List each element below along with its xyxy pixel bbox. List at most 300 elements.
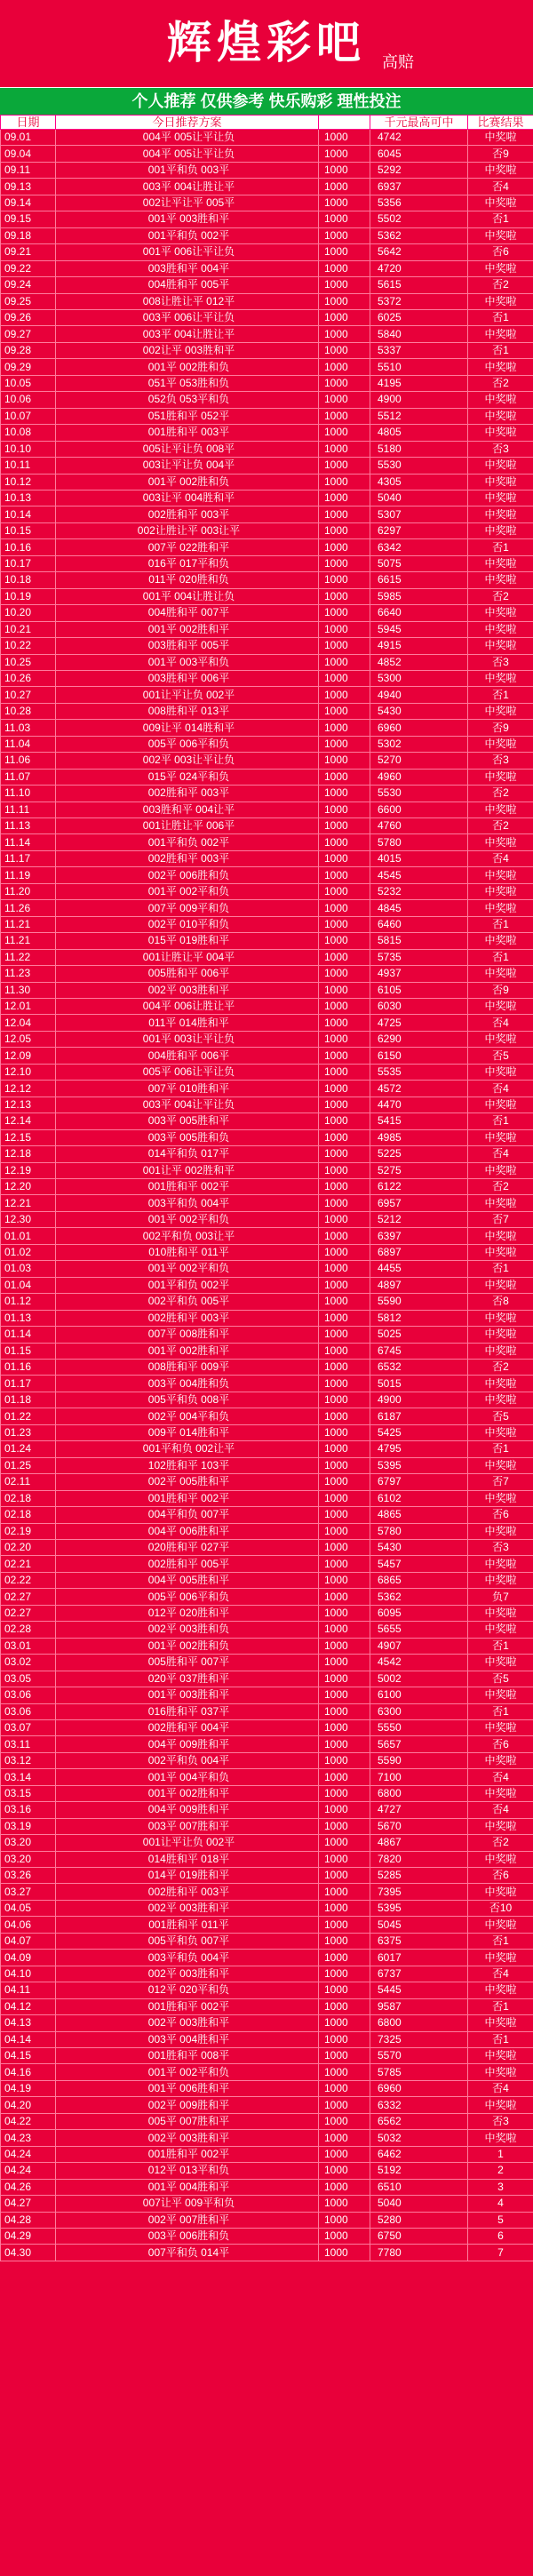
- row-date: 02.22: [1, 1572, 56, 1588]
- row-stake: 1000: [319, 1277, 370, 1293]
- table-row: [1, 654, 533, 670]
- table-row: [1, 1966, 533, 1982]
- row-max-win: 4760: [370, 818, 468, 834]
- row-plan: 004平 005胜和平: [56, 1572, 319, 1588]
- row-stake: 1000: [319, 572, 370, 588]
- table-row: [1, 539, 533, 555]
- row-date: 11.22: [1, 949, 56, 965]
- row-date: 03.19: [1, 1818, 56, 1834]
- row-stake: 1000: [319, 1638, 370, 1654]
- row-max-win: 6897: [370, 1244, 468, 1260]
- row-plan: 005让平让负 008平: [56, 441, 319, 457]
- row-result: 中奖啦: [468, 260, 533, 276]
- row-plan: 002胜和平 003平: [56, 1884, 319, 1900]
- row-result: 中奖啦: [468, 359, 533, 375]
- row-plan: 052负 053平和负: [56, 392, 319, 408]
- row-plan: 007平 022胜和平: [56, 539, 319, 555]
- row-max-win: 6640: [370, 605, 468, 621]
- row-date: 03.16: [1, 1802, 56, 1818]
- row-max-win: 6562: [370, 2113, 468, 2129]
- table-row: [1, 1179, 533, 1195]
- table-row: [1, 850, 533, 866]
- row-date: 10.21: [1, 621, 56, 637]
- table-row: [1, 1310, 533, 1326]
- row-stake: 1000: [319, 949, 370, 965]
- row-date: 10.07: [1, 408, 56, 424]
- row-max-win: 6750: [370, 2229, 468, 2245]
- row-result: 中奖啦: [468, 1982, 533, 1998]
- row-date: 04.10: [1, 1966, 56, 1982]
- row-max-win: 5307: [370, 506, 468, 522]
- row-max-win: 5040: [370, 490, 468, 506]
- table-row: [1, 1769, 533, 1785]
- header-result: 比赛结果: [468, 116, 533, 130]
- row-result: 否1: [468, 309, 533, 325]
- row-max-win: 5212: [370, 1211, 468, 1227]
- row-stake: 1000: [319, 1441, 370, 1457]
- row-max-win: 5292: [370, 162, 468, 178]
- row-plan: 001平和负 002平: [56, 227, 319, 243]
- row-stake: 1000: [319, 769, 370, 785]
- table-row: [1, 1868, 533, 1884]
- row-max-win: 4897: [370, 1277, 468, 1293]
- table-row: [1, 1097, 533, 1113]
- table-row: [1, 1343, 533, 1359]
- row-max-win: 4845: [370, 900, 468, 916]
- row-max-win: 5362: [370, 1589, 468, 1605]
- row-date: 09.26: [1, 309, 56, 325]
- table-row: [1, 1539, 533, 1555]
- row-stake: 1000: [319, 1982, 370, 1998]
- row-stake: 1000: [319, 260, 370, 276]
- row-stake: 1000: [319, 555, 370, 571]
- row-plan: 005胜和平 006平: [56, 966, 319, 982]
- table-row: [1, 1392, 533, 1408]
- row-max-win: 6462: [370, 2146, 468, 2162]
- row-max-win: 5535: [370, 1064, 468, 1080]
- row-stake: 1000: [319, 408, 370, 424]
- row-stake: 1000: [319, 588, 370, 604]
- row-date: 10.25: [1, 654, 56, 670]
- row-stake: 1000: [319, 1310, 370, 1326]
- table-row: [1, 1998, 533, 2014]
- row-result: 否1: [468, 1113, 533, 1129]
- row-stake: 1000: [319, 392, 370, 408]
- table-row: [1, 1048, 533, 1064]
- row-max-win: 5002: [370, 1671, 468, 1687]
- table-row: [1, 2196, 533, 2212]
- table-row: [1, 933, 533, 949]
- row-date: 11.23: [1, 966, 56, 982]
- row-stake: 1000: [319, 146, 370, 162]
- row-result: 否9: [468, 982, 533, 998]
- row-result: 中奖啦: [468, 1719, 533, 1735]
- row-stake: 1000: [319, 834, 370, 850]
- row-plan: 004胜和平 006平: [56, 1048, 319, 1064]
- row-max-win: 5040: [370, 2196, 468, 2212]
- row-stake: 1000: [319, 2113, 370, 2129]
- row-result: 否1: [468, 1703, 533, 1719]
- row-result: 否3: [468, 2113, 533, 2129]
- table-row: [1, 2015, 533, 2031]
- row-result: 中奖啦: [468, 425, 533, 441]
- row-max-win: 5570: [370, 2048, 468, 2064]
- table-row: [1, 949, 533, 965]
- row-date: 04.27: [1, 2196, 56, 2212]
- table-row: [1, 720, 533, 736]
- row-stake: 1000: [319, 1031, 370, 1047]
- table-row: [1, 211, 533, 227]
- row-max-win: 6297: [370, 522, 468, 538]
- row-max-win: 6025: [370, 309, 468, 325]
- table-row: [1, 2080, 533, 2096]
- row-stake: 1000: [319, 326, 370, 342]
- row-plan: 001平 003胜和平: [56, 211, 319, 227]
- table-row: [1, 1359, 533, 1375]
- row-date: 10.20: [1, 605, 56, 621]
- row-stake: 1000: [319, 1081, 370, 1097]
- row-plan: 001平 004平和负: [56, 1769, 319, 1785]
- row-result: 否4: [468, 1081, 533, 1097]
- table-row: [1, 1719, 533, 1735]
- row-plan: 002平 003胜和平: [56, 1966, 319, 1982]
- row-date: 10.17: [1, 555, 56, 571]
- row-max-win: 6960: [370, 720, 468, 736]
- row-max-win: 5270: [370, 753, 468, 769]
- row-stake: 1000: [319, 2196, 370, 2212]
- row-max-win: 6745: [370, 1343, 468, 1359]
- row-stake: 1000: [319, 1539, 370, 1555]
- row-max-win: 6375: [370, 1933, 468, 1949]
- row-result: 中奖啦: [468, 736, 533, 752]
- row-result: 中奖啦: [468, 2097, 533, 2113]
- row-plan: 012平 020胜和平: [56, 1605, 319, 1621]
- row-date: 10.14: [1, 506, 56, 522]
- row-max-win: 6105: [370, 982, 468, 998]
- table-row: [1, 883, 533, 899]
- row-max-win: 4985: [370, 1129, 468, 1145]
- row-max-win: 5590: [370, 1294, 468, 1310]
- row-result: 否3: [468, 753, 533, 769]
- row-stake: 1000: [319, 1343, 370, 1359]
- row-date: 04.14: [1, 2031, 56, 2047]
- row-stake: 1000: [319, 1327, 370, 1343]
- row-result: 中奖啦: [468, 769, 533, 785]
- row-max-win: 6737: [370, 1966, 468, 1982]
- table-row: [1, 900, 533, 916]
- table-row: [1, 425, 533, 441]
- row-plan: 001胜和平 002平: [56, 1490, 319, 1506]
- row-date: 11.03: [1, 720, 56, 736]
- row-max-win: 6150: [370, 1048, 468, 1064]
- row-plan: 008让胜让平 012平: [56, 293, 319, 309]
- row-max-win: 4305: [370, 474, 468, 490]
- row-max-win: 5362: [370, 227, 468, 243]
- row-plan: 001胜和平 003平: [56, 425, 319, 441]
- row-plan: 002平和负 004平: [56, 1752, 319, 1768]
- table-row: [1, 309, 533, 325]
- row-plan: 003平 004让胜让平: [56, 326, 319, 342]
- table-row: [1, 1064, 533, 1080]
- row-stake: 1000: [319, 539, 370, 555]
- row-plan: 003平 004让平让负: [56, 1097, 319, 1113]
- row-date: 04.07: [1, 1933, 56, 1949]
- row-date: 02.19: [1, 1523, 56, 1539]
- row-result: 4: [468, 2196, 533, 2212]
- row-stake: 1000: [319, 1687, 370, 1703]
- row-plan: 003平 004让胜让平: [56, 179, 319, 195]
- table-row: [1, 1441, 533, 1457]
- row-result: 中奖啦: [468, 621, 533, 637]
- row-stake: 1000: [319, 966, 370, 982]
- row-plan: 009让平 014胜和平: [56, 720, 319, 736]
- row-date: 11.07: [1, 769, 56, 785]
- table-row: [1, 1933, 533, 1949]
- row-plan: 001平 002胜和负: [56, 1638, 319, 1654]
- table-row: [1, 1687, 533, 1703]
- row-max-win: 4852: [370, 654, 468, 670]
- row-max-win: 7780: [370, 2245, 468, 2261]
- row-result: 否1: [468, 342, 533, 358]
- row-max-win: 5457: [370, 1556, 468, 1572]
- table-row: [1, 195, 533, 211]
- row-date: 02.27: [1, 1605, 56, 1621]
- row-plan: 003平 004胜和负: [56, 1376, 319, 1392]
- row-result: 中奖啦: [468, 572, 533, 588]
- row-plan: 020平 037胜和平: [56, 1671, 319, 1687]
- table-row: [1, 834, 533, 850]
- row-date: 03.01: [1, 1638, 56, 1654]
- row-stake: 1000: [319, 736, 370, 752]
- row-result: 3: [468, 2179, 533, 2195]
- row-stake: 1000: [319, 1392, 370, 1408]
- row-plan: 003平 005胜和平: [56, 1113, 319, 1129]
- row-plan: 003平 005胜和负: [56, 1129, 319, 1145]
- row-stake: 1000: [319, 850, 370, 866]
- row-plan: 001平 003让平让负: [56, 1031, 319, 1047]
- row-stake: 1000: [319, 1622, 370, 1638]
- row-date: 01.13: [1, 1310, 56, 1326]
- row-stake: 1000: [319, 1655, 370, 1671]
- row-max-win: 4727: [370, 1802, 468, 1818]
- row-result: 否2: [468, 277, 533, 293]
- row-plan: 002胜和平 003平: [56, 506, 319, 522]
- row-stake: 1000: [319, 1917, 370, 1933]
- row-date: 03.27: [1, 1884, 56, 1900]
- row-result: 中奖啦: [468, 1195, 533, 1211]
- row-max-win: 4542: [370, 1655, 468, 1671]
- row-stake: 1000: [319, 1719, 370, 1735]
- row-stake: 1000: [319, 490, 370, 506]
- row-date: 10.11: [1, 458, 56, 474]
- row-max-win: 4725: [370, 1015, 468, 1031]
- row-date: 11.20: [1, 883, 56, 899]
- row-stake: 1000: [319, 506, 370, 522]
- row-plan: 007让平 009平和负: [56, 2196, 319, 2212]
- row-plan: 014胜和平 018平: [56, 1851, 319, 1867]
- row-date: 11.14: [1, 834, 56, 850]
- row-plan: 001平和负 002让平: [56, 1441, 319, 1457]
- table-row: [1, 966, 533, 982]
- row-max-win: 4900: [370, 392, 468, 408]
- row-stake: 1000: [319, 818, 370, 834]
- row-result: 中奖啦: [468, 1622, 533, 1638]
- row-plan: 005平 006平和负: [56, 1589, 319, 1605]
- row-date: 04.09: [1, 1950, 56, 1966]
- row-date: 10.12: [1, 474, 56, 490]
- row-result: 中奖啦: [468, 638, 533, 654]
- row-result: 中奖啦: [468, 1343, 533, 1359]
- table-row: [1, 2097, 533, 2113]
- table-row: [1, 392, 533, 408]
- row-result: 否3: [468, 654, 533, 670]
- row-stake: 1000: [319, 605, 370, 621]
- row-max-win: 6187: [370, 1408, 468, 1424]
- row-stake: 1000: [319, 1195, 370, 1211]
- table-row: [1, 260, 533, 276]
- row-stake: 1000: [319, 1752, 370, 1768]
- row-result: 中奖啦: [468, 1818, 533, 1834]
- row-plan: 008胜和平 013平: [56, 703, 319, 719]
- row-max-win: 5356: [370, 195, 468, 211]
- header-banner: [0, 0, 533, 87]
- row-plan: 003平 006让平让负: [56, 309, 319, 325]
- row-stake: 1000: [319, 916, 370, 932]
- row-stake: 1000: [319, 1868, 370, 1884]
- row-max-win: 4470: [370, 1097, 468, 1113]
- row-max-win: 4572: [370, 1081, 468, 1097]
- row-result: 否5: [468, 1408, 533, 1424]
- row-date: 04.19: [1, 2080, 56, 2096]
- row-plan: 011平 014胜和平: [56, 1015, 319, 1031]
- row-plan: 001平和负 003平: [56, 162, 319, 178]
- row-stake: 1000: [319, 703, 370, 719]
- row-plan: 001平 002平和负: [56, 1261, 319, 1277]
- row-result: 中奖啦: [468, 1457, 533, 1473]
- row-plan: 016平 017平和负: [56, 555, 319, 571]
- row-result: 中奖啦: [468, 703, 533, 719]
- row-max-win: 4940: [370, 687, 468, 703]
- table-row: [1, 1703, 533, 1719]
- row-max-win: 6300: [370, 1703, 468, 1719]
- row-max-win: 5590: [370, 1752, 468, 1768]
- table-row: [1, 1523, 533, 1539]
- row-max-win: 4960: [370, 769, 468, 785]
- row-max-win: 5812: [370, 1310, 468, 1326]
- row-stake: 1000: [319, 883, 370, 899]
- row-result: 否8: [468, 1294, 533, 1310]
- table-row: [1, 408, 533, 424]
- row-date: 01.12: [1, 1294, 56, 1310]
- row-plan: 001让胜让平 004平: [56, 949, 319, 965]
- row-result: 中奖啦: [468, 1228, 533, 1244]
- table-row: [1, 555, 533, 571]
- row-stake: 1000: [319, 2130, 370, 2146]
- row-result: 中奖啦: [468, 900, 533, 916]
- row-result: 中奖啦: [468, 326, 533, 342]
- row-date: 12.18: [1, 1146, 56, 1162]
- row-max-win: 7395: [370, 1884, 468, 1900]
- row-max-win: 6532: [370, 1359, 468, 1375]
- row-max-win: 5785: [370, 2064, 468, 2080]
- row-plan: 001让平 002胜和平: [56, 1162, 319, 1178]
- row-result: 中奖啦: [468, 1490, 533, 1506]
- row-result: 否4: [468, 1146, 533, 1162]
- row-result: 否3: [468, 1539, 533, 1555]
- row-max-win: 5395: [370, 1900, 468, 1916]
- row-date: 02.20: [1, 1539, 56, 1555]
- row-result: 负7: [468, 1589, 533, 1605]
- row-max-win: 5075: [370, 555, 468, 571]
- row-stake: 1000: [319, 2064, 370, 2080]
- table-row: [1, 621, 533, 637]
- row-plan: 003平和负 004平: [56, 1950, 319, 1966]
- row-result: 中奖啦: [468, 867, 533, 883]
- row-max-win: 4720: [370, 260, 468, 276]
- row-stake: 1000: [319, 474, 370, 490]
- row-date: 01.17: [1, 1376, 56, 1392]
- row-date: 11.11: [1, 802, 56, 817]
- row-plan: 002胜和平 005平: [56, 1556, 319, 1572]
- table-row: [1, 375, 533, 391]
- row-plan: 003胜和平 004让平: [56, 802, 319, 817]
- row-date: 02.18: [1, 1507, 56, 1523]
- row-max-win: 4195: [370, 375, 468, 391]
- row-stake: 1000: [319, 2163, 370, 2179]
- row-result: 中奖啦: [468, 1851, 533, 1867]
- row-date: 03.06: [1, 1687, 56, 1703]
- row-date: 02.18: [1, 1490, 56, 1506]
- row-result: 否6: [468, 244, 533, 260]
- table-row: [1, 277, 533, 293]
- row-result: 否5: [468, 1671, 533, 1687]
- table-row: [1, 916, 533, 932]
- row-stake: 1000: [319, 1162, 370, 1178]
- row-max-win: 5015: [370, 1376, 468, 1392]
- row-date: 09.25: [1, 293, 56, 309]
- row-date: 11.10: [1, 786, 56, 802]
- row-stake: 1000: [319, 1228, 370, 1244]
- row-date: 04.20: [1, 2097, 56, 2113]
- row-stake: 1000: [319, 1589, 370, 1605]
- row-max-win: 6865: [370, 1572, 468, 1588]
- row-max-win: 5780: [370, 1523, 468, 1539]
- row-plan: 004平 009胜和平: [56, 1802, 319, 1818]
- table-row: [1, 1277, 533, 1293]
- table-row: [1, 1884, 533, 1900]
- row-stake: 1000: [319, 1294, 370, 1310]
- row-result: 中奖啦: [468, 555, 533, 571]
- table-row: [1, 1736, 533, 1752]
- row-result: 否1: [468, 1933, 533, 1949]
- row-date: 12.19: [1, 1162, 56, 1178]
- row-plan: 005平 006让平让负: [56, 1064, 319, 1080]
- row-plan: 001平 002平和负: [56, 883, 319, 899]
- row-result: 中奖啦: [468, 1277, 533, 1293]
- row-stake: 1000: [319, 2031, 370, 2047]
- row-date: 12.15: [1, 1129, 56, 1145]
- row-stake: 1000: [319, 2015, 370, 2031]
- row-max-win: 5840: [370, 326, 468, 342]
- table-row: [1, 753, 533, 769]
- row-stake: 1000: [319, 1261, 370, 1277]
- row-date: 09.28: [1, 342, 56, 358]
- row-result: 中奖啦: [468, 1655, 533, 1671]
- row-result: 否4: [468, 2080, 533, 2096]
- row-plan: 002胜和平 003平: [56, 786, 319, 802]
- row-date: 04.28: [1, 2212, 56, 2228]
- row-result: 中奖啦: [468, 1424, 533, 1440]
